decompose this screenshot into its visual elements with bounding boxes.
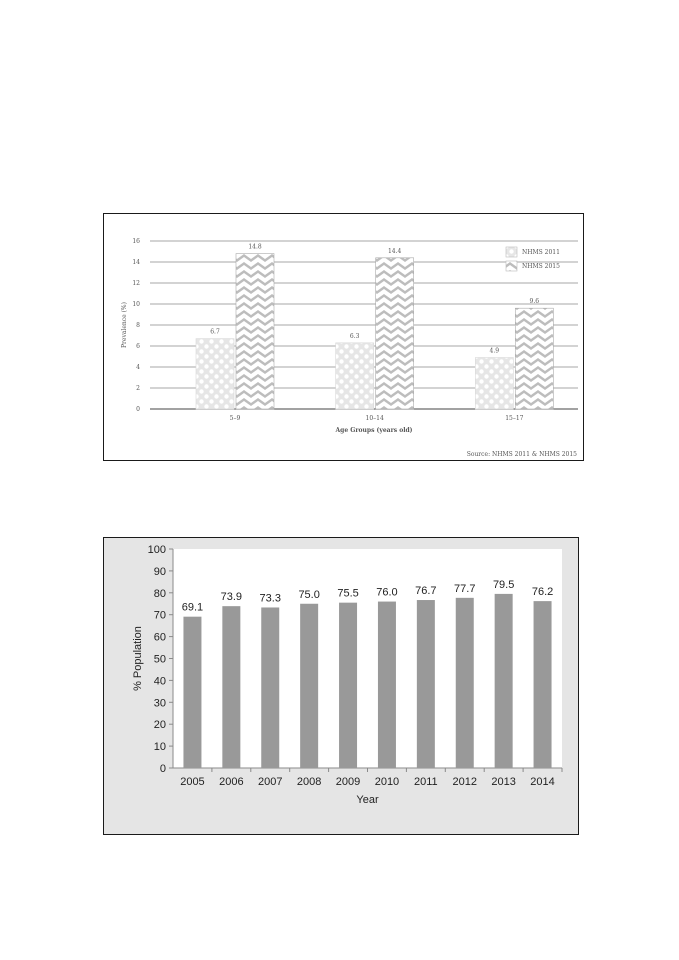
y-tick-label: 50 (153, 653, 166, 666)
bar (261, 607, 279, 768)
x-tick-label: 15–17 (505, 415, 524, 422)
y-tick-label: 2 (136, 385, 140, 392)
bar (495, 594, 513, 768)
y-tick-label: 80 (153, 587, 166, 600)
x-tick-label: 5–9 (229, 415, 241, 422)
y-tick-label: 0 (159, 763, 166, 775)
data-label: 79.5 (492, 578, 515, 591)
x-axis-title: Age Groups (years old) (335, 427, 413, 434)
bar-nhms-2015 (515, 308, 553, 409)
data-label: 75.5 (337, 587, 359, 600)
data-label: 75.0 (298, 588, 320, 601)
y-tick-label: 90 (153, 565, 166, 578)
x-tick-label: 2010 (374, 776, 400, 788)
y-tick-label: 20 (153, 719, 166, 732)
data-label: 14.8 (248, 243, 262, 251)
y-tick-label: 30 (153, 697, 166, 710)
y-tick-label: 16 (132, 238, 140, 245)
x-tick-label: 2007 (258, 776, 283, 788)
x-tick-label: 2008 (296, 776, 322, 788)
x-tick-label: 2014 (530, 776, 555, 788)
y-axis-title: Prevalence (%) (121, 302, 128, 348)
population-chart (103, 537, 579, 835)
y-tick-label: 60 (153, 631, 166, 644)
x-tick-label: 2009 (335, 776, 361, 788)
data-label: 69.1 (181, 601, 204, 614)
y-tick-label: 0 (136, 406, 140, 413)
data-label: 4.9 (489, 347, 500, 355)
data-label: 73.3 (259, 592, 281, 605)
data-label: 73.9 (220, 591, 243, 604)
data-label: 77.7 (454, 582, 476, 595)
y-axis-title: % Population (132, 626, 144, 691)
x-axis-title: Year (356, 794, 379, 806)
y-tick-label: 6 (136, 343, 140, 350)
y-tick-label: 8 (136, 322, 140, 329)
y-tick-label: 4 (136, 364, 140, 371)
data-label: 14.4 (387, 247, 402, 255)
x-tick-label: 2011 (414, 776, 438, 788)
y-tick-label: 10 (153, 741, 166, 754)
data-label: 76.7 (415, 585, 437, 598)
x-tick-label: 2012 (452, 776, 477, 788)
y-tick-label: 10 (132, 301, 140, 308)
x-tick-label: 2006 (219, 776, 244, 788)
source-note: Source: NHMS 2011 & NHMS 2015 (466, 451, 577, 458)
legend-label: NHMS 2015 (522, 263, 560, 270)
bar (456, 598, 474, 768)
y-tick-label: 70 (153, 609, 166, 622)
x-tick-label: 2005 (180, 776, 205, 788)
bar (300, 604, 318, 768)
data-label: 6.7 (210, 328, 220, 336)
x-tick-label: 2013 (491, 776, 516, 788)
bar (183, 617, 201, 768)
y-tick-label: 40 (153, 675, 166, 688)
bar-nhms-2011 (196, 339, 234, 409)
data-label: 76.0 (376, 586, 398, 599)
bar (339, 603, 357, 768)
bar (534, 601, 552, 768)
prevalence-chart-svg (104, 214, 585, 462)
bar-nhms-2011 (336, 343, 374, 409)
prevalence-chart (103, 213, 584, 461)
legend-swatch (506, 261, 517, 271)
data-label: 9.6 (529, 298, 540, 306)
data-label: 76.2 (531, 586, 554, 599)
bar-nhms-2011 (475, 358, 513, 409)
bar-nhms-2015 (236, 254, 274, 409)
bar (378, 602, 396, 768)
population-chart-svg (104, 538, 580, 836)
y-tick-label: 100 (147, 544, 166, 556)
y-tick-label: 12 (132, 280, 140, 287)
data-label: 6.3 (349, 332, 360, 340)
bar-nhms-2015 (376, 258, 414, 409)
y-tick-label: 14 (132, 259, 140, 266)
bar (222, 606, 240, 768)
legend-label: NHMS 2011 (522, 249, 560, 256)
x-tick-label: 10–14 (365, 415, 384, 422)
bar (417, 600, 435, 768)
legend-swatch (506, 247, 517, 257)
